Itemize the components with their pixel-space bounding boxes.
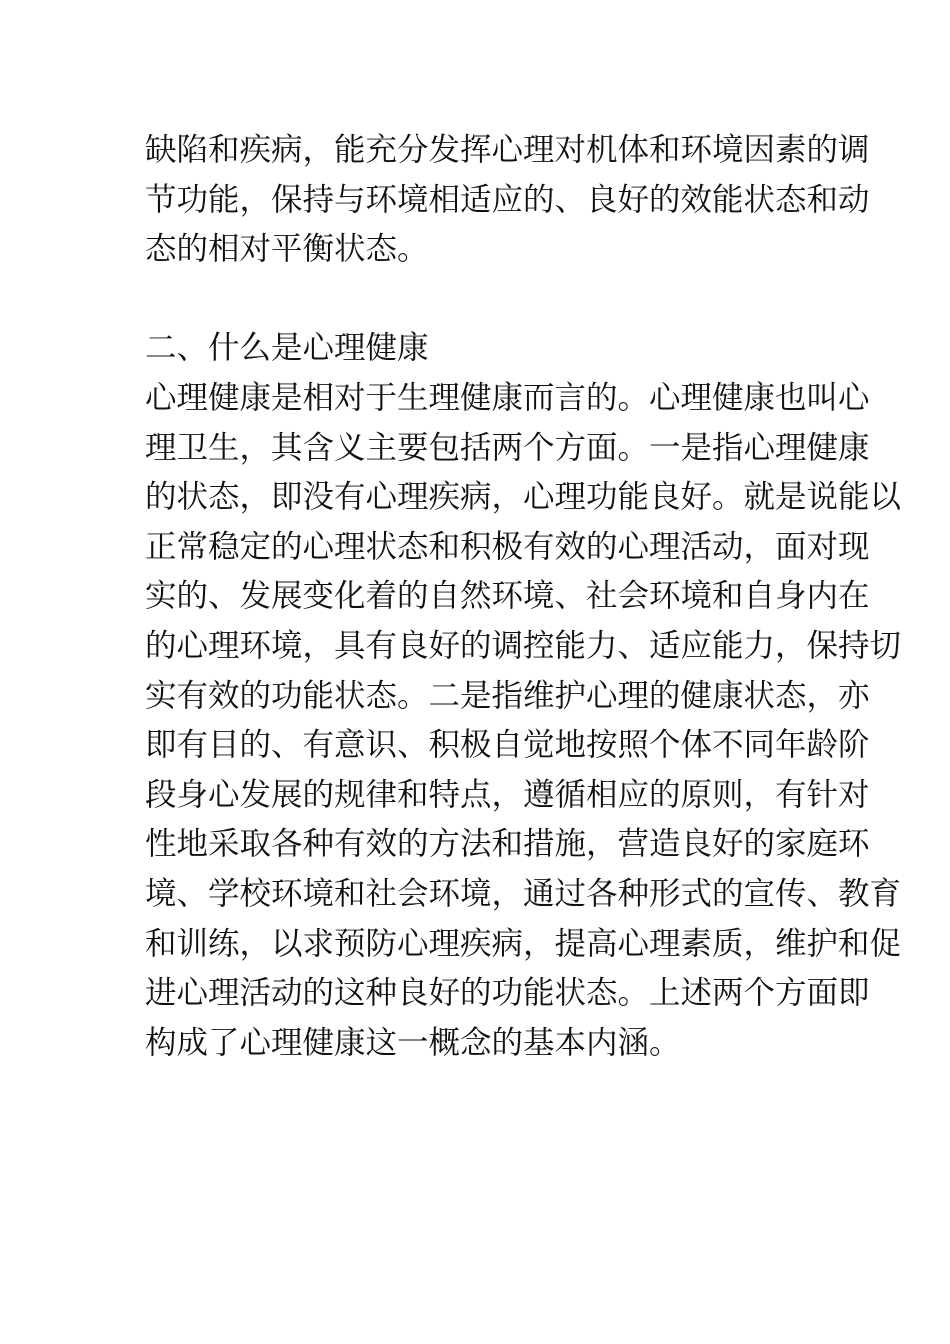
paragraph-line: 的状态，即没有心理疾病，心理功能良好。就是说能以 bbox=[145, 479, 902, 516]
paragraph-line: 的心理环境，具有良好的调控能力、适应能力，保持切 bbox=[145, 627, 902, 664]
document-body bbox=[145, 126, 902, 1068]
paragraph-1 bbox=[145, 126, 870, 275]
paragraph-line: 正常稳定的心理状态和积极有效的心理活动，面对现 bbox=[145, 528, 870, 565]
paragraph-spacer bbox=[145, 275, 807, 325]
paragraph-line: 段身心发展的规律和特点，遵循相应的原则，有针对 bbox=[145, 776, 870, 813]
paragraph-line: 理卫生，其含义主要包括两个方面。一是指心理健康 bbox=[145, 429, 870, 466]
section-heading: 二、什么是心理健康 bbox=[145, 330, 429, 367]
section-2 bbox=[145, 324, 902, 1068]
paragraph-line: 心理健康是相对于生理健康而言的。心理健康也叫心 bbox=[145, 379, 870, 416]
paragraph-line: 和训练，以求预防心理疾病，提高心理素质，维护和促 bbox=[145, 925, 902, 962]
paragraph-line: 即有目的、有意识、积极自觉地按照个体不同年龄阶 bbox=[145, 727, 870, 764]
paragraph-line: 缺陷和疾病，能充分发挥心理对机体和环境因素的调 bbox=[145, 132, 870, 168]
paragraph-line: 实的、发展变化着的自然环境、社会环境和自身内在 bbox=[145, 578, 870, 615]
paragraph-line: 性地采取各种有效的方法和措施，营造良好的家庭环 bbox=[145, 826, 870, 863]
paragraph-line: 态的相对平衡状态。 bbox=[145, 231, 429, 268]
paragraph-line: 实有效的功能状态。二是指维护心理的健康状态，亦 bbox=[145, 677, 870, 714]
paragraph-line: 构成了心理健康这一概念的基本内涵。 bbox=[145, 1024, 681, 1061]
paragraph-line: 境、学校环境和社会环境，通过各种形式的宣传、教育 bbox=[145, 875, 902, 912]
paragraph-line: 进心理活动的这种良好的功能状态。上述两个方面即 bbox=[145, 975, 870, 1012]
paragraph-line: 节功能，保持与环境相适应的、良好的效能状态和动 bbox=[145, 181, 870, 218]
